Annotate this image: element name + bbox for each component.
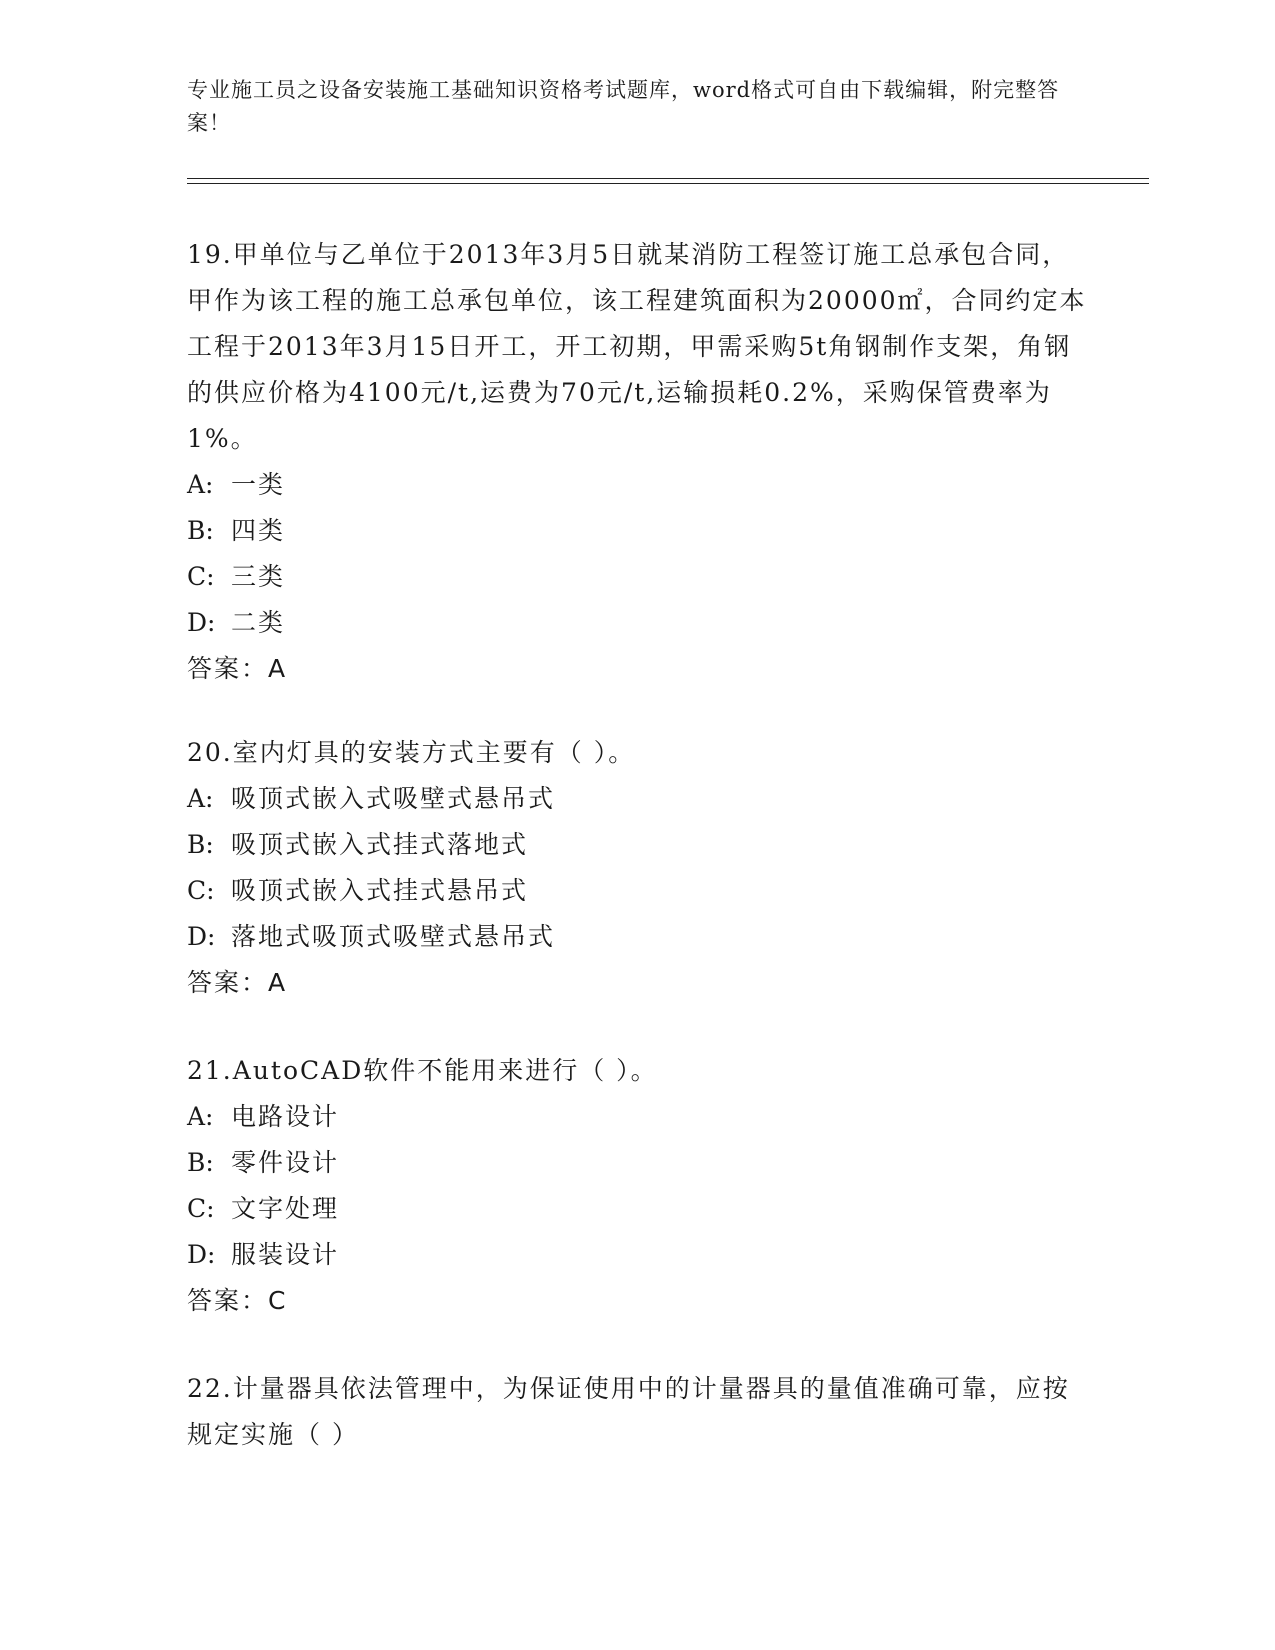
- option-text: 落地式吸顶式吸壁式悬吊式: [231, 922, 556, 951]
- option-text: 吸顶式嵌入式挂式悬吊式: [231, 876, 529, 905]
- option-text: 二类: [231, 608, 286, 637]
- option-d: [187, 1232, 1087, 1278]
- option-c: [187, 554, 1087, 600]
- option-key: C:: [187, 562, 215, 591]
- option-c: [187, 1186, 1087, 1232]
- question-21: [187, 1048, 1087, 1324]
- document-header: 专业施工员之设备安装施工基础知识资格考试题库，word格式可自由下载编辑，附完整答案！: [187, 78, 1060, 135]
- option-a: [187, 1094, 1087, 1140]
- option-b: [187, 508, 1087, 554]
- option-text: 文字处理: [231, 1194, 340, 1223]
- option-key: A:: [187, 1102, 214, 1131]
- question-stem: 20.室内灯具的安装方式主要有（ ）。: [187, 738, 636, 767]
- question-stem: 19.甲单位与乙单位于2013年3月5日就某消防工程签订施工总承包合同，甲作为该工程的施工总承包单位，该工程建筑面积为20000㎡，合同约定本工程于2013年3月15日开工，开工初期，甲需采购5t角钢制作支架，角钢的供应价格为4100元/t,运费为70元/t,运输损耗0.2%，采购保管费率为1%。: [187, 240, 1087, 453]
- header-rule-bottom: [187, 183, 1149, 184]
- option-key: C:: [187, 876, 215, 905]
- answer-line: 答案：C: [187, 1286, 288, 1315]
- option-key: A:: [187, 784, 214, 813]
- option-text: 零件设计: [231, 1148, 340, 1177]
- option-a: [187, 776, 1087, 822]
- option-text: 三类: [231, 562, 286, 591]
- option-a: [187, 462, 1087, 508]
- option-c: [187, 868, 1087, 914]
- answer-line: 答案：A: [187, 654, 288, 683]
- option-key: C:: [187, 1194, 215, 1223]
- option-key: D:: [187, 922, 216, 951]
- option-key: A:: [187, 470, 214, 499]
- option-key: B:: [187, 830, 214, 859]
- option-key: B:: [187, 1148, 214, 1177]
- option-key: B:: [187, 516, 214, 545]
- option-key: D:: [187, 608, 216, 637]
- question-22: [187, 1366, 1087, 1458]
- option-text: 四类: [231, 516, 286, 545]
- option-text: 服装设计: [231, 1240, 340, 1269]
- question-stem: 22.计量器具依法管理中，为保证使用中的计量器具的量值准确可靠，应按规定实施（ ）: [187, 1374, 1070, 1449]
- option-text: 吸顶式嵌入式挂式落地式: [231, 830, 529, 859]
- option-text: 电路设计: [231, 1102, 340, 1131]
- header-rule-top: [187, 178, 1149, 179]
- option-text: 吸顶式嵌入式吸壁式悬吊式: [231, 784, 556, 813]
- option-b: [187, 1140, 1087, 1186]
- option-text: 一类: [231, 470, 286, 499]
- option-d: [187, 600, 1087, 646]
- question-19: [187, 232, 1087, 692]
- question-stem: 21.AutoCAD软件不能用来进行（ ）。: [187, 1056, 658, 1085]
- answer-line: 答案：A: [187, 968, 288, 997]
- option-d: [187, 914, 1087, 960]
- question-20: [187, 730, 1087, 1006]
- option-b: [187, 822, 1087, 868]
- option-key: D:: [187, 1240, 216, 1269]
